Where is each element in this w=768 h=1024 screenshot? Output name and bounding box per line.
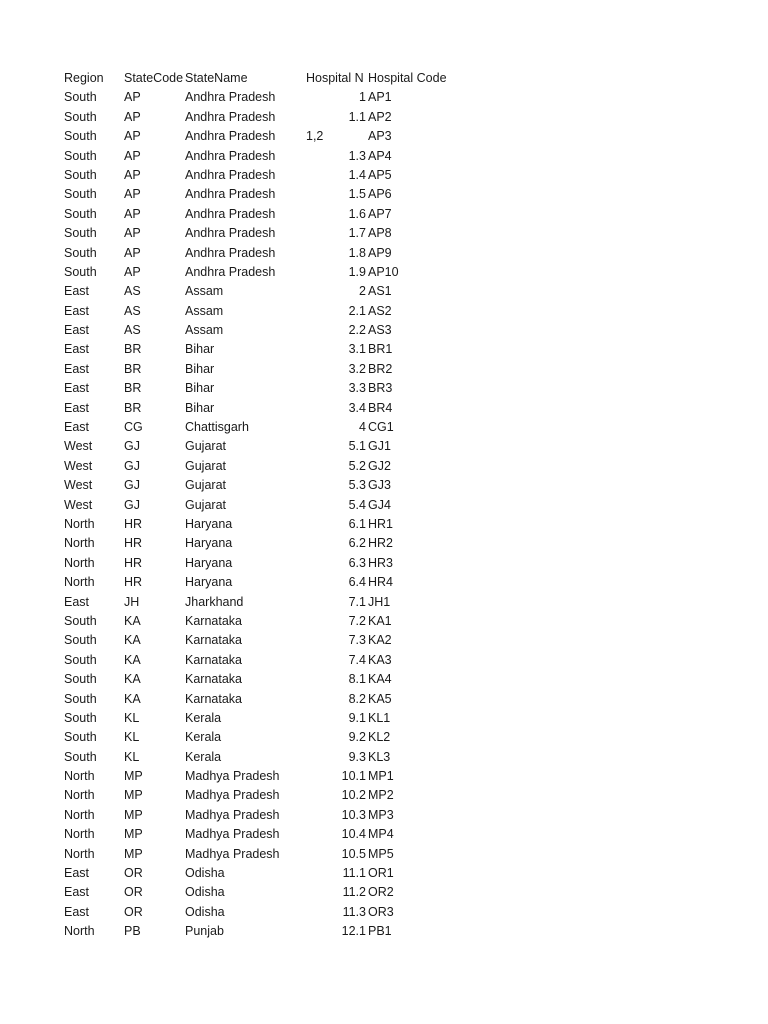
state-code-cell: JH <box>124 594 140 609</box>
state-code-cell: AP <box>124 187 141 202</box>
hospital-code-cell: AP4 <box>368 148 392 163</box>
table-row <box>64 379 484 398</box>
table-row <box>64 786 484 805</box>
state-name-cell: Andhra Pradesh <box>185 245 276 260</box>
hospital-code-cell: OR3 <box>368 904 394 919</box>
state-code-cell: AP <box>124 167 141 182</box>
table-row <box>64 864 484 883</box>
hospital-code-cell: MP4 <box>368 827 394 842</box>
state-name-cell: Andhra Pradesh <box>185 148 276 163</box>
state-name-cell: Punjab <box>185 924 224 939</box>
table-row <box>64 321 484 340</box>
hospital-number-cell: 3.1 <box>348 342 366 357</box>
region-cell: South <box>64 129 97 144</box>
hospital-number-cell: 2 <box>359 284 366 299</box>
hospital-number-cell: 1.7 <box>348 226 366 241</box>
table-row <box>64 631 484 650</box>
hospital-number-cell: 6.4 <box>348 575 366 590</box>
hospital-number-cell: 1 <box>359 90 366 105</box>
table-row <box>64 690 484 709</box>
hospital-code-cell: AP9 <box>368 245 392 260</box>
hospital-code-cell: AP8 <box>368 226 392 241</box>
hospital-code-cell: OR1 <box>368 866 394 881</box>
state-name-cell: Haryana <box>185 516 233 531</box>
state-name-cell: Kerala <box>185 710 222 725</box>
table-row <box>64 282 484 301</box>
hospital-code-cell: GJ1 <box>368 439 391 454</box>
region-cell: East <box>64 400 90 415</box>
state-name-cell: Odisha <box>185 904 225 919</box>
state-code-cell: MP <box>124 846 143 861</box>
hospital-number-cell: 5.1 <box>348 439 366 454</box>
hospital-number-cell: 3.2 <box>348 361 366 376</box>
region-cell: North <box>64 536 95 551</box>
state-name-cell: Bihar <box>185 381 215 396</box>
hospital-code-cell: MP1 <box>368 769 394 784</box>
state-code-cell: OR <box>124 904 143 919</box>
hospital-code-cell: AS1 <box>368 284 392 299</box>
table-row <box>64 903 484 922</box>
region-cell: East <box>64 420 90 435</box>
hospital-code-cell: AP5 <box>368 167 392 182</box>
hospital-number-cell: 6.3 <box>348 555 366 570</box>
hospital-code-cell: KA5 <box>368 691 392 706</box>
hospital-code-cell: BR3 <box>368 381 393 396</box>
state-code-cell: GJ <box>124 478 140 493</box>
region-cell: East <box>64 284 90 299</box>
region-cell: East <box>64 303 90 318</box>
state-name-cell: Karnataka <box>185 672 242 687</box>
region-cell: East <box>64 361 90 376</box>
hospital-code-cell: PB1 <box>368 924 392 939</box>
region-cell: South <box>64 90 97 105</box>
hospital-number-cell: 10.3 <box>341 807 366 822</box>
table-row <box>64 88 484 107</box>
state-code-cell: KA <box>124 691 141 706</box>
state-name-cell: Andhra Pradesh <box>185 206 276 221</box>
hospital-code-cell: AP6 <box>368 187 392 202</box>
hospital-number-cell: 12.1 <box>341 924 366 939</box>
table-row <box>64 244 484 263</box>
region-cell: North <box>64 788 95 803</box>
hospital-code-cell: BR1 <box>368 342 393 357</box>
table-row <box>64 748 484 767</box>
table-row <box>64 573 484 592</box>
state-name-cell: Haryana <box>185 575 233 590</box>
region-cell: East <box>64 885 90 900</box>
state-code-cell: AP <box>124 109 141 124</box>
state-code-cell: HR <box>124 536 143 551</box>
state-name-cell: Assam <box>185 303 224 318</box>
state-name-cell: Bihar <box>185 361 215 376</box>
header-state-code: StateCode <box>124 71 184 85</box>
state-code-cell: KL <box>124 710 140 725</box>
hospital-code-cell: MP3 <box>368 807 394 822</box>
region-cell: West <box>64 439 93 454</box>
region-cell: West <box>64 497 93 512</box>
table-row <box>64 185 484 204</box>
state-code-cell: HR <box>124 555 143 570</box>
hospital-number-cell: 2.1 <box>348 303 366 318</box>
state-name-cell: Odisha <box>185 866 225 881</box>
hospital-number-cell: 2.2 <box>348 323 366 338</box>
state-name-cell: Assam <box>185 284 224 299</box>
table-row <box>64 360 484 379</box>
hospital-number-cell: 7.1 <box>348 594 366 609</box>
region-cell: South <box>64 187 97 202</box>
region-cell: South <box>64 749 97 764</box>
hospital-number-cell: 11.1 <box>342 866 366 881</box>
hospital-code-cell: BR2 <box>368 361 393 376</box>
state-code-cell: MP <box>124 769 143 784</box>
table-row <box>64 883 484 902</box>
region-cell: North <box>64 516 95 531</box>
table-row <box>64 457 484 476</box>
state-code-cell: AP <box>124 245 141 260</box>
hospital-number-cell: 10.2 <box>341 788 366 803</box>
hospital-number-cell: 1.5 <box>348 187 366 202</box>
table-row <box>64 496 484 515</box>
state-name-cell: Chattisgarh <box>185 420 249 435</box>
region-cell: North <box>64 555 95 570</box>
hospital-number-cell: 10.1 <box>341 769 366 784</box>
state-code-cell: MP <box>124 827 143 842</box>
region-cell: South <box>64 710 97 725</box>
state-name-cell: Odisha <box>185 885 225 900</box>
state-code-cell: GJ <box>124 439 140 454</box>
hospital-number-cell: 1.8 <box>348 245 366 260</box>
state-name-cell: Madhya Pradesh <box>185 769 280 784</box>
region-cell: South <box>64 652 97 667</box>
hospital-code-cell: AS2 <box>368 303 392 318</box>
table-row <box>64 612 484 631</box>
state-code-cell: KA <box>124 672 141 687</box>
table-row <box>64 340 484 359</box>
table-row <box>64 127 484 146</box>
hospital-number-cell: 7.4 <box>348 652 366 667</box>
hospital-code-cell: MP2 <box>368 788 394 803</box>
hospital-code-cell: HR1 <box>368 516 394 531</box>
region-cell: East <box>64 323 90 338</box>
hospital-number-cell: 3.3 <box>348 381 366 396</box>
table-row <box>64 670 484 689</box>
hospital-number-cell: 4 <box>359 420 366 435</box>
hospital-number-cell: 1.1 <box>348 109 366 124</box>
region-cell: East <box>64 342 90 357</box>
state-name-cell: Karnataka <box>185 633 242 648</box>
table-row <box>64 476 484 495</box>
state-name-cell: Bihar <box>185 400 215 415</box>
header-hospital-n: Hospital N <box>306 71 364 85</box>
state-name-cell: Karnataka <box>185 613 242 628</box>
hospital-number-cell: 7.2 <box>348 613 366 628</box>
table-row <box>64 147 484 166</box>
state-code-cell: AS <box>124 284 141 299</box>
hospital-code-cell: AP3 <box>368 129 392 144</box>
header-region: Region <box>64 71 104 85</box>
table-row <box>64 224 484 243</box>
table-row <box>64 554 484 573</box>
hospital-number-cell: 3.4 <box>348 400 366 415</box>
hospital-code-cell: KL3 <box>368 749 391 764</box>
table-row <box>64 166 484 185</box>
state-code-cell: AP <box>124 226 141 241</box>
state-name-cell: Haryana <box>185 555 233 570</box>
region-cell: West <box>64 478 93 493</box>
state-code-cell: MP <box>124 807 143 822</box>
hospital-code-cell: KA2 <box>368 633 392 648</box>
state-code-cell: AP <box>124 129 141 144</box>
state-code-cell: BR <box>124 342 142 357</box>
hospital-number-cell: 1,2 <box>306 129 324 144</box>
state-name-cell: Madhya Pradesh <box>185 807 280 822</box>
hospital-code-cell: OR2 <box>368 885 394 900</box>
hospital-code-cell: BR4 <box>368 400 393 415</box>
hospital-code-cell: KA1 <box>368 613 392 628</box>
state-code-cell: AS <box>124 303 141 318</box>
table-row <box>64 263 484 282</box>
hospital-table <box>64 69 484 942</box>
hospital-code-cell: HR4 <box>368 575 394 590</box>
state-code-cell: PB <box>124 924 141 939</box>
hospital-code-cell: KA3 <box>368 652 392 667</box>
region-cell: South <box>64 730 97 745</box>
table-row <box>64 651 484 670</box>
state-code-cell: KL <box>124 749 140 764</box>
hospital-number-cell: 10.4 <box>341 827 366 842</box>
region-cell: North <box>64 924 95 939</box>
table-row <box>64 922 484 941</box>
state-code-cell: AS <box>124 323 141 338</box>
hospital-code-cell: HR3 <box>368 555 394 570</box>
region-cell: North <box>64 575 95 590</box>
state-name-cell: Andhra Pradesh <box>185 226 276 241</box>
hospital-number-cell: 11.2 <box>342 885 366 900</box>
hospital-code-cell: CG1 <box>368 420 394 435</box>
table-row <box>64 205 484 224</box>
table-row <box>64 709 484 728</box>
state-code-cell: MP <box>124 788 143 803</box>
region-cell: South <box>64 109 97 124</box>
hospital-code-cell: AP10 <box>368 264 399 279</box>
region-cell: South <box>64 167 97 182</box>
state-code-cell: KA <box>124 633 141 648</box>
state-name-cell: Madhya Pradesh <box>185 846 280 861</box>
state-code-cell: BR <box>124 381 142 396</box>
region-cell: South <box>64 206 97 221</box>
state-code-cell: OR <box>124 885 143 900</box>
table-row <box>64 845 484 864</box>
table-row <box>64 515 484 534</box>
state-code-cell: OR <box>124 866 143 881</box>
state-code-cell: BR <box>124 400 142 415</box>
table-row <box>64 399 484 418</box>
table-row <box>64 534 484 553</box>
region-cell: East <box>64 866 90 881</box>
table-row <box>64 806 484 825</box>
hospital-code-cell: HR2 <box>368 536 394 551</box>
state-name-cell: Gujarat <box>185 478 226 493</box>
region-cell: East <box>64 381 90 396</box>
state-name-cell: Madhya Pradesh <box>185 827 280 842</box>
state-code-cell: AP <box>124 90 141 105</box>
table-row <box>64 108 484 127</box>
state-code-cell: CG <box>124 420 143 435</box>
table-row <box>64 767 484 786</box>
hospital-code-cell: AP2 <box>368 109 392 124</box>
header-state-name: StateName <box>185 71 248 85</box>
table-row <box>64 728 484 747</box>
state-name-cell: Kerala <box>185 749 222 764</box>
state-name-cell: Andhra Pradesh <box>185 187 276 202</box>
region-cell: North <box>64 846 95 861</box>
state-name-cell: Andhra Pradesh <box>185 129 276 144</box>
state-code-cell: AP <box>124 206 141 221</box>
state-name-cell: Gujarat <box>185 439 226 454</box>
region-cell: North <box>64 807 95 822</box>
state-name-cell: Kerala <box>185 730 222 745</box>
state-code-cell: BR <box>124 361 142 376</box>
table-row <box>64 437 484 456</box>
hospital-code-cell: MP5 <box>368 846 394 861</box>
state-name-cell: Bihar <box>185 342 215 357</box>
state-name-cell: Karnataka <box>185 652 242 667</box>
hospital-number-cell: 1.9 <box>348 264 366 279</box>
hospital-number-cell: 8.2 <box>348 691 366 706</box>
state-code-cell: AP <box>124 264 141 279</box>
hospital-number-cell: 6.2 <box>348 536 366 551</box>
header-row <box>64 69 484 88</box>
region-cell: South <box>64 245 97 260</box>
state-name-cell: Andhra Pradesh <box>185 264 276 279</box>
state-code-cell: KA <box>124 652 141 667</box>
hospital-number-cell: 6.1 <box>348 516 366 531</box>
hospital-code-cell: GJ4 <box>368 497 391 512</box>
state-code-cell: KL <box>124 730 140 745</box>
hospital-code-cell: AS3 <box>368 323 392 338</box>
region-cell: West <box>64 458 93 473</box>
state-name-cell: Madhya Pradesh <box>185 788 280 803</box>
table-row <box>64 418 484 437</box>
region-cell: South <box>64 226 97 241</box>
hospital-number-cell: 7.3 <box>348 633 366 648</box>
hospital-number-cell: 11.3 <box>342 904 366 919</box>
region-cell: South <box>64 264 97 279</box>
state-code-cell: GJ <box>124 497 140 512</box>
hospital-number-cell: 1.4 <box>348 167 366 182</box>
hospital-code-cell: KA4 <box>368 672 392 687</box>
region-cell: East <box>64 904 90 919</box>
region-cell: South <box>64 633 97 648</box>
state-name-cell: Andhra Pradesh <box>185 109 276 124</box>
hospital-code-cell: KL2 <box>368 730 391 745</box>
state-name-cell: Andhra Pradesh <box>185 167 276 182</box>
header-hospital-code: Hospital Code <box>368 71 447 85</box>
state-name-cell: Haryana <box>185 536 233 551</box>
state-code-cell: AP <box>124 148 141 163</box>
region-cell: South <box>64 148 97 163</box>
hospital-number-cell: 8.1 <box>348 672 366 687</box>
state-code-cell: GJ <box>124 458 140 473</box>
hospital-code-cell: AP1 <box>368 90 392 105</box>
state-code-cell: KA <box>124 613 141 628</box>
hospital-number-cell: 5.2 <box>348 458 366 473</box>
state-name-cell: Karnataka <box>185 691 242 706</box>
hospital-code-cell: AP7 <box>368 206 392 221</box>
region-cell: South <box>64 691 97 706</box>
hospital-number-cell: 9.2 <box>348 730 366 745</box>
hospital-number-cell: 10.5 <box>341 846 366 861</box>
state-name-cell: Andhra Pradesh <box>185 90 276 105</box>
state-name-cell: Jharkhand <box>185 594 244 609</box>
region-cell: North <box>64 769 95 784</box>
hospital-code-cell: JH1 <box>368 594 391 609</box>
state-code-cell: HR <box>124 575 143 590</box>
hospital-code-cell: GJ2 <box>368 458 391 473</box>
hospital-number-cell: 9.1 <box>348 710 366 725</box>
state-name-cell: Gujarat <box>185 497 226 512</box>
region-cell: South <box>64 672 97 687</box>
hospital-number-cell: 9.3 <box>348 749 366 764</box>
state-code-cell: HR <box>124 516 143 531</box>
hospital-number-cell: 5.4 <box>348 497 366 512</box>
hospital-code-cell: KL1 <box>368 710 391 725</box>
region-cell: East <box>64 594 90 609</box>
state-name-cell: Gujarat <box>185 458 226 473</box>
table-body <box>64 88 484 941</box>
table-row <box>64 593 484 612</box>
region-cell: North <box>64 827 95 842</box>
hospital-number-cell: 5.3 <box>348 478 366 493</box>
hospital-code-cell: GJ3 <box>368 478 391 493</box>
table-row <box>64 302 484 321</box>
hospital-number-cell: 1.3 <box>348 148 366 163</box>
state-name-cell: Assam <box>185 323 224 338</box>
hospital-number-cell: 1.6 <box>348 206 366 221</box>
region-cell: South <box>64 613 97 628</box>
table-row <box>64 825 484 844</box>
